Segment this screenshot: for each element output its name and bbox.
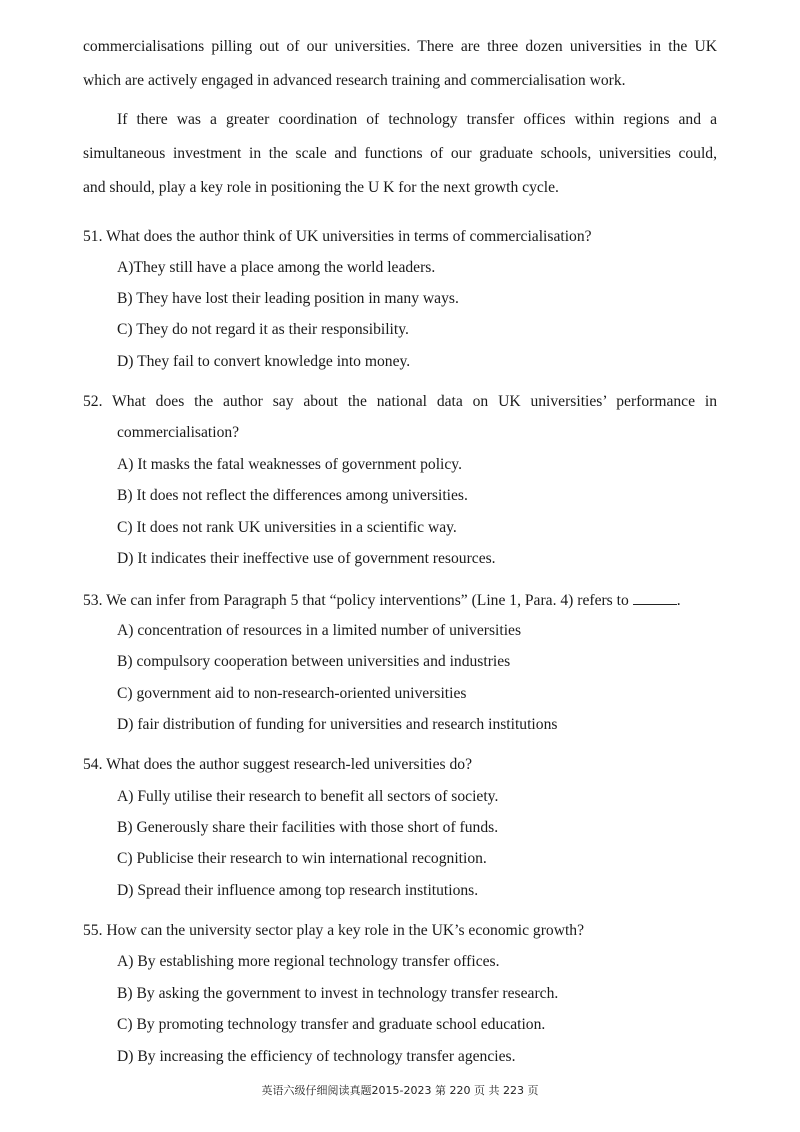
passage-line: and should, play a key role in positioning the U K for the next growth cycle. [83,179,559,196]
question-stem: 52. What does the author say about the national data on UK universities’ performance in [83,393,717,410]
option-a: A) Fully utilise their research to benefit all sectors of society. [117,788,499,805]
option-b: B) Generously share their facilities with those short of funds. [117,819,499,836]
option-d: D) They fail to convert knowledge into money. [117,353,411,370]
option-c: C) government aid to non-research-oriented universities [117,685,467,702]
page-footer: 英语六级仔细阅读真题2015-2023 第 220 页 共 223 页 [261,1084,539,1097]
question-stem: 53. We can infer from Paragraph 5 that “policy interventions” (Line 1, Para. 4) refers to [83,592,629,609]
passage-line: simultaneous investment in the scale and functions of our graduate schools, universities could, [83,145,717,162]
question-stem: 55. How can the university sector play a key role in the UK’s economic growth? [83,922,585,939]
question-stem-line [83,590,681,611]
option-d: D) fair distribution of funding for universities and research institutions [117,716,558,733]
passage-line: commercialisations pilling out of our universities. There are three dozen universities in the UK [83,38,717,55]
question-stem-continuation: commercialisation? [117,424,240,441]
option-c: C) They do not regard it as their responsibility. [117,321,409,338]
option-c: C) By promoting technology transfer and graduate school education. [117,1016,546,1033]
option-a: A) concentration of resources in a limited number of universities [117,622,522,639]
option-d: D) Spread their influence among top research institutions. [117,882,479,899]
option-d: D) It indicates their ineffective use of government resources. [117,550,496,567]
option-b: B) compulsory cooperation between universities and industries [117,653,511,670]
option-c: C) Publicise their research to win international recognition. [117,850,487,867]
option-c: C) It does not rank UK universities in a scientific way. [117,519,457,536]
answer-blank [633,590,677,605]
option-a: A) By establishing more regional technology transfer offices. [117,953,500,970]
question-stem: 54. What does the author suggest research-led universities do? [83,756,473,773]
passage-line: If there was a greater coordination of technology transfer offices within regions and a [117,111,717,128]
option-b: B) They have lost their leading position in many ways. [117,290,459,307]
option-a: A)They still have a place among the world leaders. [117,259,436,276]
option-d: D) By increasing the efficiency of technology transfer agencies. [117,1048,516,1065]
question-stem: 51. What does the author think of UK universities in terms of commercialisation? [83,228,592,245]
option-b: B) It does not reflect the differences among universities. [117,487,468,504]
option-a: A) It masks the fatal weaknesses of government policy. [117,456,462,473]
option-b: B) By asking the government to invest in technology transfer research. [117,985,559,1002]
passage-line: which are actively engaged in advanced research training and commercialisation work. [83,72,626,89]
stem-period: . [676,592,681,609]
